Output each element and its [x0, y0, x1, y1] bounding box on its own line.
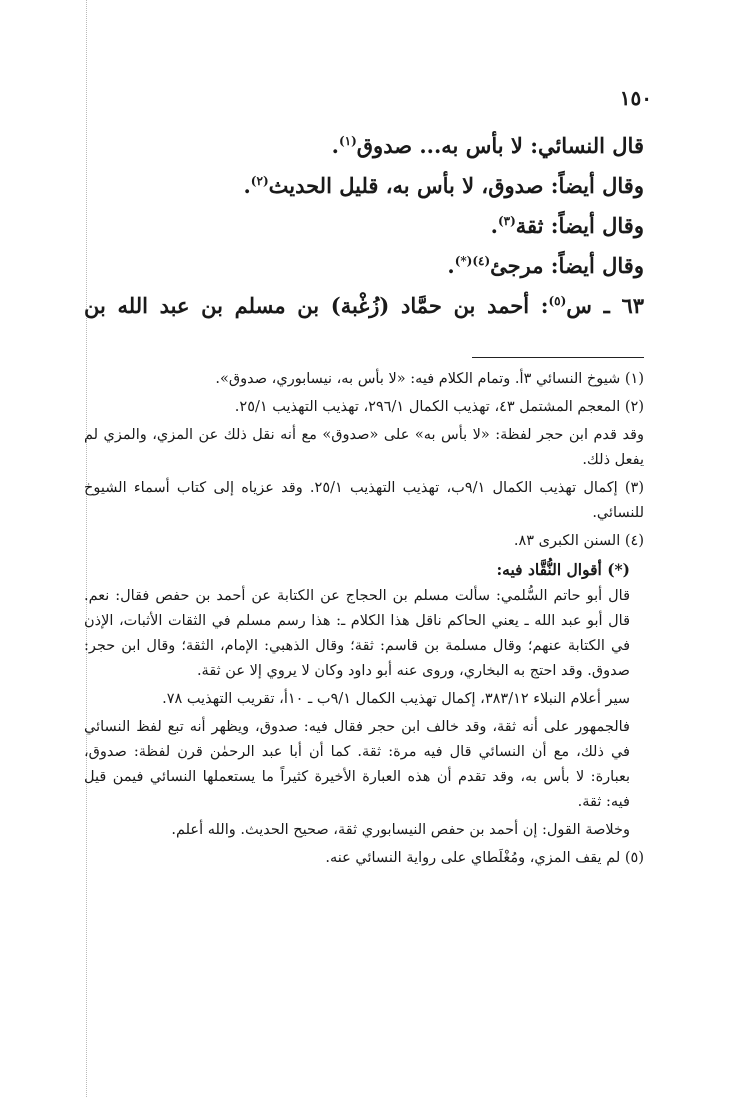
main-line-3-text: وقال أيضاً: ثقة — [515, 213, 644, 238]
footnote-3: (٣) إكمال تهذيب الكمال ٩/١ب، تهذيب التهذيب ٢٥/١. وقد عزياه إلى كتاب أسماء الشيوخ للنسائي. — [84, 480, 644, 521]
footnote-separator — [472, 357, 644, 358]
critics-paragraph-4: وخلاصة القول: إن أحمد بن حفص النيسابوري ثقة، صحيح الحديث. والله أعلم. — [171, 822, 630, 838]
main-line-1-tail: . — [331, 133, 339, 158]
main-text — [84, 132, 644, 332]
footnote-2: (٢) المعجم المشتمل ٤٣، تهذيب الكمال ٢٩٦/١، تهذيب التهذيب ٢٥/١. — [234, 399, 644, 415]
main-line-2-tail: . — [243, 173, 251, 198]
main-line-3-tail: . — [490, 213, 498, 238]
footnote-ref-2[interactable]: (٢) — [250, 174, 269, 188]
main-line-3 — [84, 212, 644, 252]
main-line-4-tail: . — [447, 253, 455, 278]
footnote-ref-4[interactable]: (٤)(*) — [454, 254, 491, 268]
footnote-2-continuation: وقد قدم ابن حجر لفظة: «لا بأس به» على «صدوق» مع أنه نقل ذلك عن المزي، والمزي لم يفعل ذلك. — [84, 427, 644, 468]
footnote-1: (١) شيوخ النسائي ٣أ. وتمام الكلام فيه: «لا بأس به، نيسابوري، صدوق». — [215, 371, 644, 387]
footnotes — [84, 367, 644, 874]
critics-paragraph-2: سير أعلام النبلاء ٣٨٣/١٢، إكمال تهذيب الكمال ٩/١ب ـ ١٠أ، تقريب التهذيب ٧٨. — [162, 691, 630, 707]
entry-heading: : أحمد بن حمَّاد (زُغْبة) بن مسلم بن عبد الله بن — [84, 293, 549, 318]
footnote-ref-5[interactable]: (٥) — [548, 294, 567, 308]
critics-paragraph-1: قال أبو حاتم السُّلمي: سألت مسلم بن الحجاج عن الكتابة عن أحمد بن حفص فقال: نعم. قال أبو عبد الله ـ يعني الحاكم ناقل هذا الكلام ـ: هذا رسم مسلم في الثقات الأثبات، الإذن في الكتابة عنهم؛ وقال مسلمة بن قاسم: ثقة؛ وقال الذهبي: الإمام، الثقة؛ وقال ابن حجر: صدوق. وقد احتج به البخاري، وروى عنه أبو داود وكان لا يروي إلا عن ثقة. — [84, 588, 630, 679]
main-line-5 — [84, 292, 644, 332]
footnote-5: (٥) لم يقف المزي، ومُغْلَطاي على رواية النسائي عنه. — [325, 850, 644, 866]
critics-paragraph-3: فالجمهور على أنه ثقة، وقد خالف ابن حجر فقال فيه: صدوق، ويظهر أنه تبع لفظ النسائي في ذلك، مع أن النسائي قال فيه مرة: ثقة. كما أن أبا عبد الرحمٰن قرن لفظة: صدوق، بعبارة: لا بأس به، وقد تقدم أن هذه العبارة الأخيرة كثيراً ما يستعملها النسائي فيمن قيل فيه: ثقة. — [84, 719, 630, 810]
main-line-1 — [84, 132, 644, 172]
main-line-4 — [84, 252, 644, 292]
main-line-4-text: وقال أيضاً: مرجئ — [490, 253, 644, 278]
main-line-2-text: وقال أيضاً: صدوق، لا بأس به، قليل الحديث — [268, 173, 644, 198]
footnote-4: (٤) السنن الكبرى ٨٣. — [513, 533, 644, 549]
entry-number: ٦٣ ـ س — [566, 293, 644, 318]
main-line-2 — [84, 172, 644, 212]
main-line-1-text: قال النسائي: لا بأس به... صدوق — [356, 133, 644, 158]
footnote-ref-1[interactable]: (١) — [338, 134, 357, 148]
page-number: ١٥٠ — [619, 86, 652, 110]
footnote-ref-3[interactable]: (٣) — [497, 214, 516, 228]
critics-heading: (*) أقوال النُّقَّاد فيه: — [496, 560, 630, 579]
